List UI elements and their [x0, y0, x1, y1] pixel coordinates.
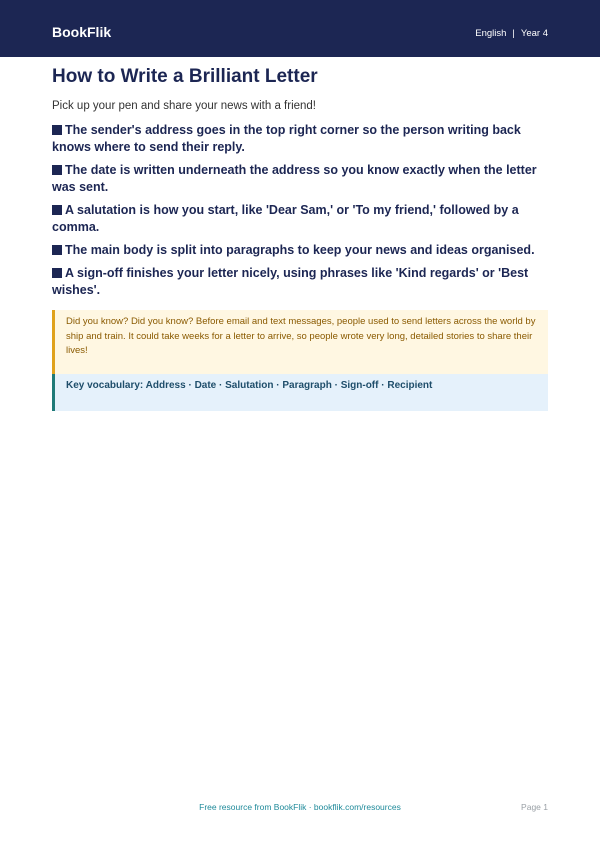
subject-label: English: [475, 28, 507, 39]
key-vocabulary-box: [52, 374, 548, 411]
key-point: [52, 162, 552, 196]
square-bullet-icon: [52, 245, 62, 255]
square-bullet-icon: [52, 165, 62, 175]
square-bullet-icon: [52, 205, 62, 215]
square-bullet-icon: [52, 268, 62, 278]
year-label: Year 4: [520, 28, 548, 39]
header-bar: [0, 0, 600, 57]
key-point: [52, 242, 552, 259]
page-number: Page 1: [521, 802, 548, 812]
did-you-know-text: Did you know? Did you know? Before email and text messages, people used to send letters across the world by ship and train. It could take weeks for a letter to arrive, so people wrote very long, detailed stories to share their lives!: [66, 316, 536, 356]
key-point-text: A sign-off finishes your letter nicely, using phrases like 'Kind regards' or 'Best wishes'.: [52, 266, 529, 297]
key-points-list: [52, 122, 552, 305]
key-point: [52, 202, 552, 236]
key-point: [52, 265, 552, 299]
key-point: [52, 122, 552, 156]
subject-year-label: [475, 28, 548, 39]
key-vocabulary-text: Key vocabulary: Address · Date · Salutation · Paragraph · Sign-off · Recipient: [66, 380, 433, 391]
page-subtitle: Pick up your pen and share your news with a friend!: [52, 100, 317, 112]
key-point-text: The sender's address goes in the top right corner so the person writing back knows where to send their reply.: [52, 123, 521, 154]
key-point-text: The main body is split into paragraphs to keep your news and ideas organised.: [65, 243, 535, 257]
brand-logo-text: BookFlik: [52, 24, 112, 40]
did-you-know-box: [52, 310, 548, 374]
key-point-text: A salutation is how you start, like 'Dear Sam,' or 'To my friend,' followed by a comma.: [52, 203, 519, 234]
key-point-text: The date is written underneath the address so you know exactly when the letter was sent.: [52, 163, 537, 194]
page-title: How to Write a Brilliant Letter: [52, 66, 318, 87]
footer-credit: Free resource from BookFlik · bookflik.com/resources: [199, 802, 401, 812]
meta-separator: |: [512, 28, 515, 39]
square-bullet-icon: [52, 125, 62, 135]
